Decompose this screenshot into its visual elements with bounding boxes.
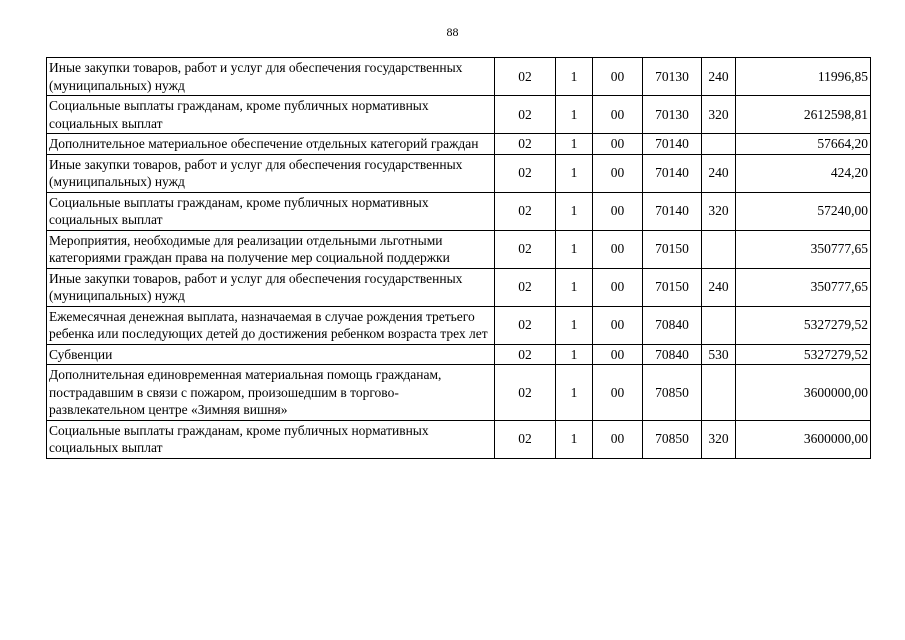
- expense-type-cell: 320: [702, 96, 736, 134]
- subprogram-code-cell: 00: [593, 192, 643, 230]
- subprogram-code-cell: 00: [593, 268, 643, 306]
- direction-code-cell: 70840: [643, 344, 702, 365]
- table-row: [47, 134, 871, 155]
- program-code-cell: 1: [556, 134, 593, 155]
- subprogram-code-cell: 00: [593, 230, 643, 268]
- section-code-cell: 02: [495, 192, 556, 230]
- amount-cell: 350777,65: [736, 230, 871, 268]
- expense-type-cell: 240: [702, 58, 736, 96]
- row-name-cell: Дополнительная единовременная материальная помощь гражданам, пострадавшим в связи с пожаром, произошедшим в торгово-развлекательном центре «Зимняя вишня»: [47, 365, 495, 421]
- program-code-cell: 1: [556, 154, 593, 192]
- row-name-cell: Дополнительное материальное обеспечение отдельных категорий граждан: [47, 134, 495, 155]
- expense-type-cell: [702, 306, 736, 344]
- direction-code-cell: 70150: [643, 230, 702, 268]
- expense-type-cell: 320: [702, 420, 736, 458]
- direction-code-cell: 70850: [643, 365, 702, 421]
- table-row: [47, 420, 871, 458]
- direction-code-cell: 70130: [643, 58, 702, 96]
- program-code-cell: 1: [556, 365, 593, 421]
- subprogram-code-cell: 00: [593, 306, 643, 344]
- program-code-cell: 1: [556, 230, 593, 268]
- subprogram-code-cell: 00: [593, 134, 643, 155]
- section-code-cell: 02: [495, 365, 556, 421]
- expense-type-cell: 530: [702, 344, 736, 365]
- row-name-cell: Иные закупки товаров, работ и услуг для обеспечения государственных (муниципальных) нужд: [47, 58, 495, 96]
- row-name-cell: Субвенции: [47, 344, 495, 365]
- amount-cell: 3600000,00: [736, 420, 871, 458]
- table-row: [47, 344, 871, 365]
- program-code-cell: 1: [556, 306, 593, 344]
- section-code-cell: 02: [495, 420, 556, 458]
- section-code-cell: 02: [495, 268, 556, 306]
- section-code-cell: 02: [495, 344, 556, 365]
- expense-type-cell: 240: [702, 154, 736, 192]
- expense-type-cell: [702, 365, 736, 421]
- amount-cell: 3600000,00: [736, 365, 871, 421]
- direction-code-cell: 70840: [643, 306, 702, 344]
- subprogram-code-cell: 00: [593, 365, 643, 421]
- program-code-cell: 1: [556, 96, 593, 134]
- row-name-cell: Иные закупки товаров, работ и услуг для обеспечения государственных (муниципальных) нужд: [47, 154, 495, 192]
- direction-code-cell: 70150: [643, 268, 702, 306]
- program-code-cell: 1: [556, 420, 593, 458]
- section-code-cell: 02: [495, 306, 556, 344]
- direction-code-cell: 70140: [643, 192, 702, 230]
- amount-cell: 424,20: [736, 154, 871, 192]
- table-row: [47, 58, 871, 96]
- section-code-cell: 02: [495, 230, 556, 268]
- direction-code-cell: 70130: [643, 96, 702, 134]
- section-code-cell: 02: [495, 134, 556, 155]
- subprogram-code-cell: 00: [593, 96, 643, 134]
- row-name-cell: Социальные выплаты гражданам, кроме публичных нормативных социальных выплат: [47, 420, 495, 458]
- row-name-cell: Иные закупки товаров, работ и услуг для обеспечения государственных (муниципальных) нужд: [47, 268, 495, 306]
- subprogram-code-cell: 00: [593, 154, 643, 192]
- program-code-cell: 1: [556, 268, 593, 306]
- direction-code-cell: 70850: [643, 420, 702, 458]
- table-row: [47, 154, 871, 192]
- amount-cell: 57240,00: [736, 192, 871, 230]
- row-name-cell: Социальные выплаты гражданам, кроме публичных нормативных социальных выплат: [47, 192, 495, 230]
- table-row: [47, 192, 871, 230]
- row-name-cell: Мероприятия, необходимые для реализации отдельными льготными категориями граждан права на получение мер социальной поддержки: [47, 230, 495, 268]
- budget-table: [46, 57, 871, 459]
- amount-cell: 57664,20: [736, 134, 871, 155]
- row-name-cell: Социальные выплаты гражданам, кроме публичных нормативных социальных выплат: [47, 96, 495, 134]
- subprogram-code-cell: 00: [593, 420, 643, 458]
- section-code-cell: 02: [495, 96, 556, 134]
- expense-type-cell: [702, 134, 736, 155]
- amount-cell: 2612598,81: [736, 96, 871, 134]
- program-code-cell: 1: [556, 344, 593, 365]
- amount-cell: 5327279,52: [736, 344, 871, 365]
- section-code-cell: 02: [495, 58, 556, 96]
- page-number: 88: [446, 25, 459, 39]
- program-code-cell: 1: [556, 192, 593, 230]
- table-row: [47, 230, 871, 268]
- section-code-cell: 02: [495, 154, 556, 192]
- amount-cell: 350777,65: [736, 268, 871, 306]
- direction-code-cell: 70140: [643, 134, 702, 155]
- table-row: [47, 96, 871, 134]
- subprogram-code-cell: 00: [593, 344, 643, 365]
- amount-cell: 5327279,52: [736, 306, 871, 344]
- program-code-cell: 1: [556, 58, 593, 96]
- expense-type-cell: [702, 230, 736, 268]
- expense-type-cell: 320: [702, 192, 736, 230]
- direction-code-cell: 70140: [643, 154, 702, 192]
- amount-cell: 11996,85: [736, 58, 871, 96]
- table-row: [47, 306, 871, 344]
- row-name-cell: Ежемесячная денежная выплата, назначаемая в случае рождения третьего ребенка или последующих детей до достижения ребенком возраста трех лет: [47, 306, 495, 344]
- expense-type-cell: 240: [702, 268, 736, 306]
- table-row: [47, 268, 871, 306]
- table-row: [47, 365, 871, 421]
- subprogram-code-cell: 00: [593, 58, 643, 96]
